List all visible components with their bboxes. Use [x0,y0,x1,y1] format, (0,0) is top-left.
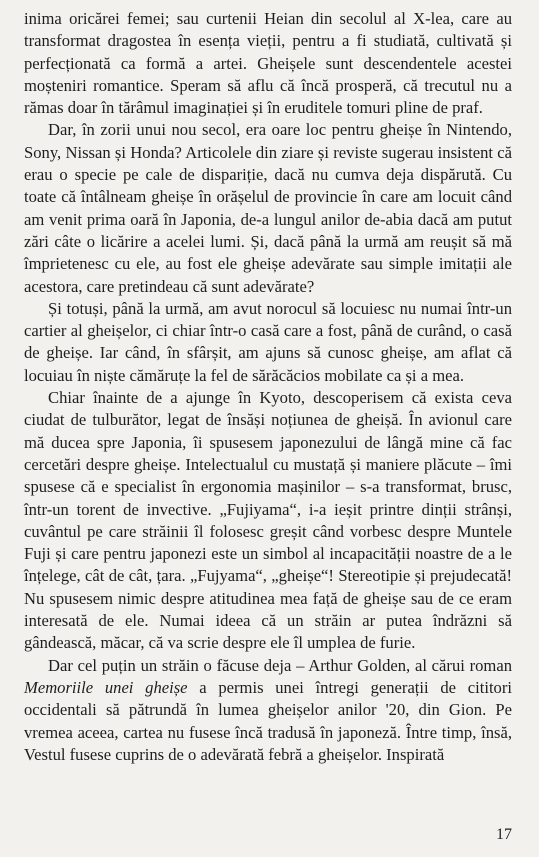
body-text [24,8,512,766]
paragraph-1: inima oricărei femei; sau curtenii Heian din secolul al X-lea, care au transformat dragostea în esența vieții, pentru a fi studiată, cultivată și perfecționată ca formă a artei. Gheișele sunt descendentele acestei moșteniri romantice. Speram să aflu că încă prosperă, că trecutul nu a rămas doar în tărâmul imaginației și în eruditele tomuri pline de praf. [24,9,512,118]
paragraph-3: Și totuși, până la urmă, am avut norocul să locuiesc nu numai într-un cartier al gheișelor, ci chiar într-o casă care a fost, până de curând, o casă de gheișe. Iar când, în sfârșit, am ajuns să cunosc gheișe, am aflat că locuiau în niște cămăruțe la fel de sărăcăcios mobilate ca și a mea. [24,298,512,385]
paragraph-2: Dar, în zorii unui nou secol, era oare loc pentru gheișe în Nintendo, Sony, Nissan și Honda? Articolele din ziare și reviste sugerau insistent că erau o specie pe cale de dispariție, dacă nu cumva deja dispărută. Cu toate că întâlneam gheișe în orășelul de provincie în care am locuit când am venit prima oară în Japonia, de-a lungul anilor de-abia dacă am putut zări câte o licărire a acelei lumi. Și, dacă până la urmă am reușit să mă împrietenesc cu ele, au fost ele gheișe adevărate sau simple imitații ale acestora, care pretindeau că sunt adevărate? [24,120,512,296]
paragraph-4: Chiar înainte de a ajunge în Kyoto, descoperisem că exista ceva ciudat de tulburător, legat de însăși noțiunea de gheișă. În avionul care mă ducea spre Japonia, îi spusesem japonezului de lângă mine că fac cercetări despre gheișe. Intelectualul cu mustață și maniere plăcute – îmi spusese că e specialist în ergonomia mașinilor – s-a transformat, brusc, într-un torent de invective. „Fujiyama“, i-a ieșit printre dinții strânși, cuvântul pe care străinii îl folosesc greșit când vorbesc despre Muntele Fuji și care pentru japonezi este un simbol al incapacității noastre de a le înțelege, cât de cât, țara. „Fujyama“, „gheișe“! Stereotipie și prejudecată! Nu spusesem nimic despre atitudinea mea față de gheișe sau de ce eram interesată de ele. Numai ideea că un străin ar putea îndrăzni să gândească, măcar, că va scrie despre ele îl umplea de furie. [24,388,512,653]
paragraph-5-start: Dar cel puțin un străin o făcuse deja – Arthur Golden, al cărui roman [48,655,512,675]
page-number: 17 [496,826,512,843]
book-title-italic: Memoriile unei gheișe [24,677,188,697]
paragraph-5-end: a permis unei întregi generații de cititori occidentali să pătrundă în lumea gheișelor anilor '20, din Gion. Pe vremea aceea, cartea nu fusese încă tradusă în japoneză. Între timp, însă, Vestul fusese cuprins de o adevărată febră a gheișelor. Inspirată [24,677,512,764]
paragraph-5 [24,655,512,766]
